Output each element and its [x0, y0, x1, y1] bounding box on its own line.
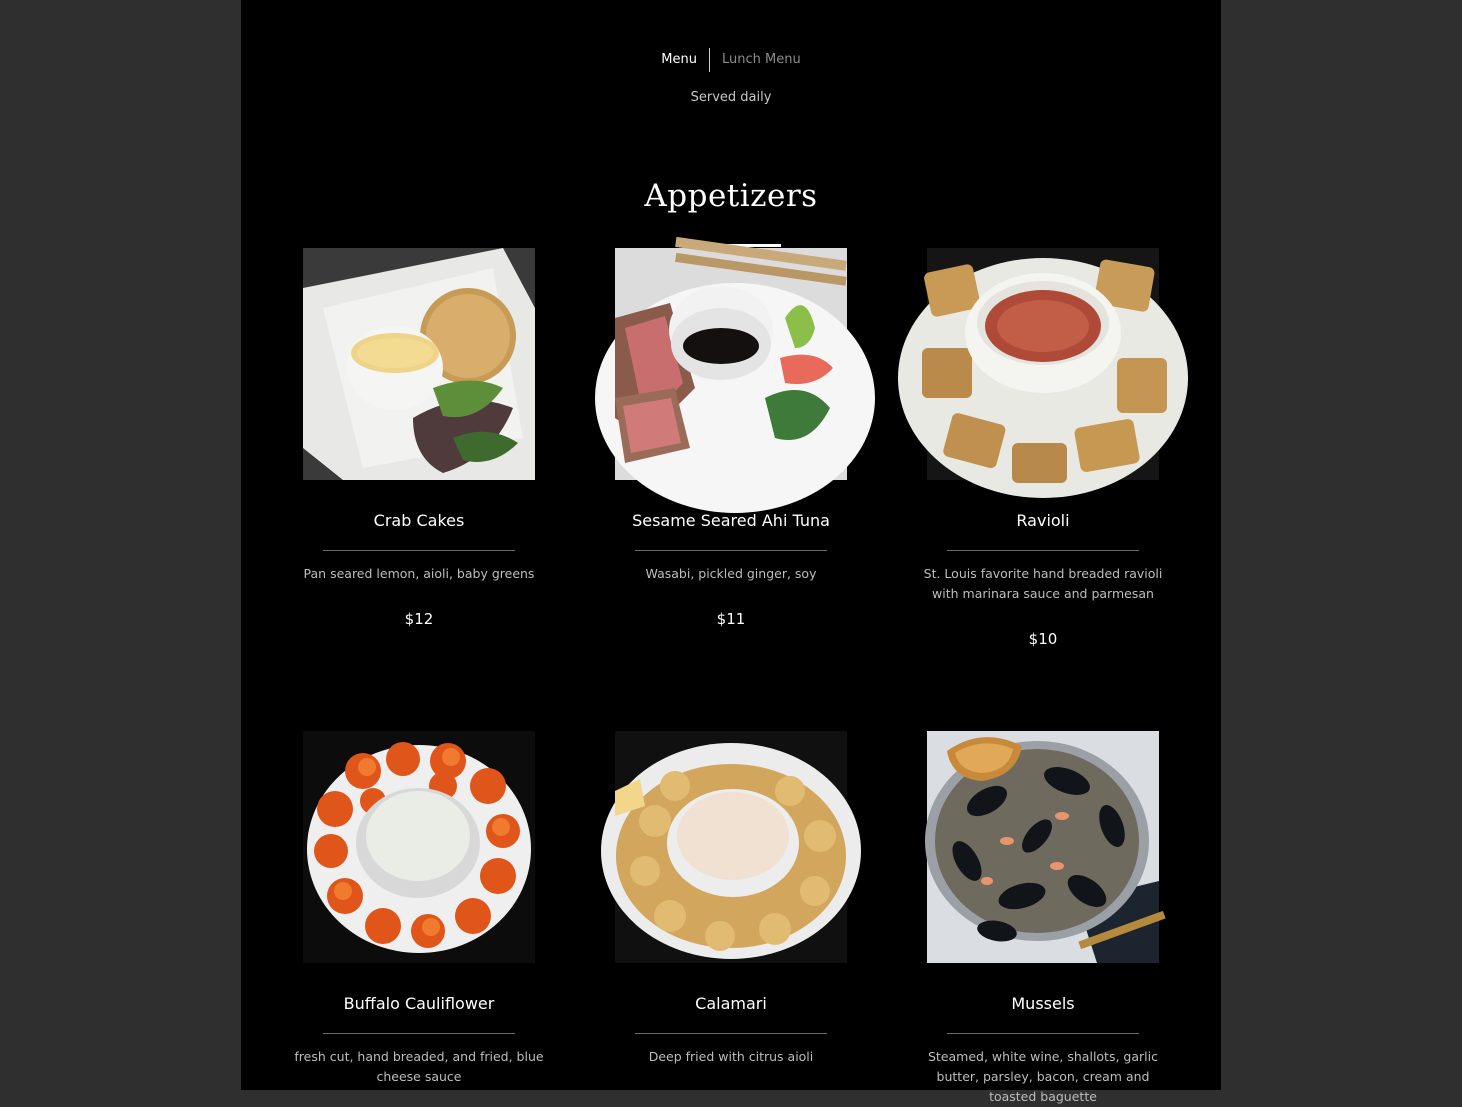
item-name: Calamari — [695, 994, 767, 1013]
mussels-photo — [927, 731, 1159, 963]
item-divider — [947, 1033, 1139, 1034]
ahi-tuna-photo — [615, 248, 847, 480]
item-description: St. Louis favorite hand breaded ravioli with marinara sauce and parmesan — [923, 566, 1163, 601]
menu-subtitle: Served daily — [690, 90, 772, 105]
tab-menu[interactable]: Menu — [661, 52, 697, 67]
item-divider — [635, 550, 827, 551]
item-price: $11 — [716, 610, 746, 628]
calamari-photo — [615, 731, 847, 963]
item-name: Buffalo Cauliflower — [343, 994, 495, 1013]
crab-cakes-photo — [303, 248, 535, 480]
menu-tabs — [241, 48, 1221, 72]
item-name: Ravioli — [1016, 511, 1070, 530]
item-description: fresh cut, hand breaded, and fried, blue cheese sauce — [294, 1049, 544, 1084]
buffalo-cauliflower-photo — [303, 731, 535, 963]
item-name: Crab Cakes — [373, 511, 465, 530]
item-description: Wasabi, pickled ginger, soy — [645, 566, 817, 581]
item-name: Mussels — [1011, 994, 1075, 1013]
tab-lunch-menu[interactable]: Lunch Menu — [721, 52, 801, 67]
item-name: Sesame Seared Ahi Tuna — [632, 511, 830, 530]
item-description: Pan seared lemon, aioli, baby greens — [303, 566, 535, 581]
item-divider — [947, 550, 1139, 551]
section-title: Appetizers — [644, 178, 818, 214]
menu-page — [241, 0, 1221, 1104]
item-description: Steamed, white wine, shallots, garlic butter, parsley, bacon, cream and toasted baguette — [928, 1049, 1158, 1104]
item-divider — [323, 1033, 515, 1034]
item-price: $12 — [404, 610, 434, 628]
ravioli-photo — [927, 248, 1159, 480]
item-divider — [323, 550, 515, 551]
item-divider — [635, 1033, 827, 1034]
item-description: Deep fried with citrus aioli — [648, 1049, 814, 1064]
item-price: $10 — [1028, 630, 1058, 648]
